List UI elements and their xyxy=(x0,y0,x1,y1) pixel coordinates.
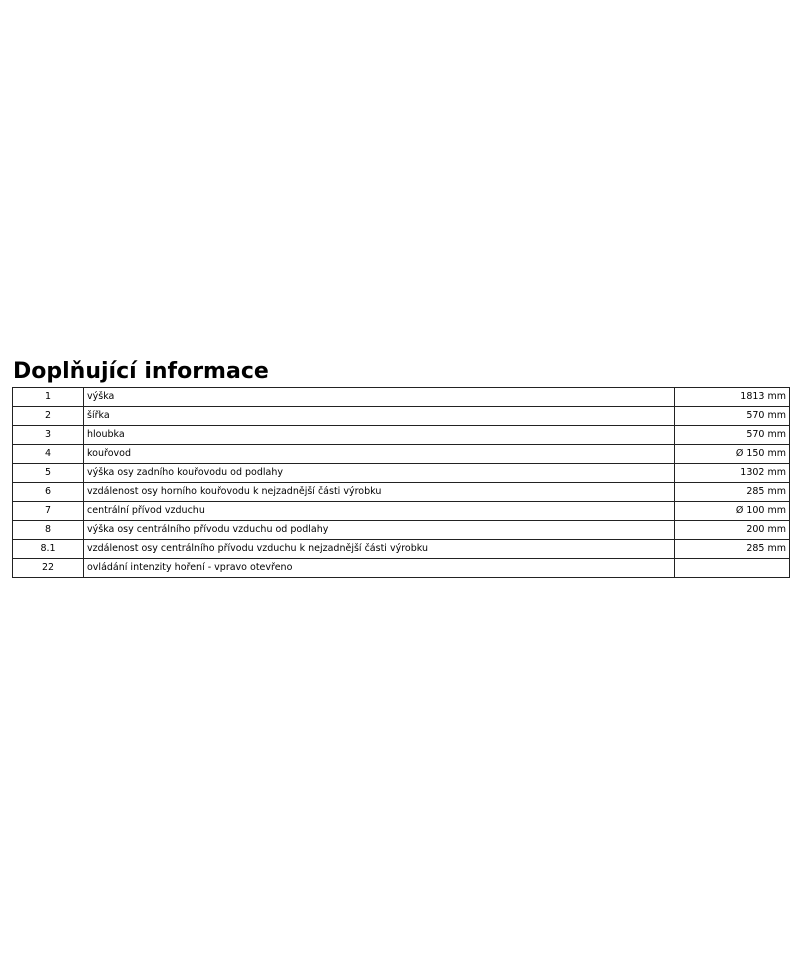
table-row xyxy=(13,502,790,521)
additional-info-section xyxy=(12,359,790,578)
row-value: 570 mm xyxy=(675,426,790,445)
row-description: vzdálenost osy horního kouřovodu k nejzadnější části výrobku xyxy=(84,483,675,502)
info-table xyxy=(12,387,790,578)
table-row xyxy=(13,521,790,540)
row-description: hloubka xyxy=(84,426,675,445)
row-value: 200 mm xyxy=(675,521,790,540)
table-row xyxy=(13,445,790,464)
row-number: 1 xyxy=(13,388,84,407)
section-title: Doplňující informace xyxy=(13,359,269,384)
row-number: 8 xyxy=(13,521,84,540)
row-number: 8.1 xyxy=(13,540,84,559)
row-value: Ø 100 mm xyxy=(675,502,790,521)
row-value: 570 mm xyxy=(675,407,790,426)
row-number: 3 xyxy=(13,426,84,445)
row-value: 285 mm xyxy=(675,540,790,559)
row-value xyxy=(675,559,790,578)
table-row xyxy=(13,426,790,445)
row-number: 2 xyxy=(13,407,84,426)
row-number: 22 xyxy=(13,559,84,578)
table-row xyxy=(13,483,790,502)
row-number: 4 xyxy=(13,445,84,464)
row-description: šířka xyxy=(84,407,675,426)
row-description: vzdálenost osy centrálního přívodu vzduchu k nejzadnější části výrobku xyxy=(84,540,675,559)
row-value: 1302 mm xyxy=(675,464,790,483)
row-number: 5 xyxy=(13,464,84,483)
row-value: Ø 150 mm xyxy=(675,445,790,464)
table-row xyxy=(13,407,790,426)
row-description: výška osy centrálního přívodu vzduchu od podlahy xyxy=(84,521,675,540)
table-row xyxy=(13,559,790,578)
row-number: 7 xyxy=(13,502,84,521)
row-description: kouřovod xyxy=(84,445,675,464)
table-row xyxy=(13,464,790,483)
row-description: výška xyxy=(84,388,675,407)
table-row xyxy=(13,540,790,559)
row-description: centrální přívod vzduchu xyxy=(84,502,675,521)
row-value: 1813 mm xyxy=(675,388,790,407)
table-row xyxy=(13,388,790,407)
row-description: ovládání intenzity hoření - vpravo otevřeno xyxy=(84,559,675,578)
row-number: 6 xyxy=(13,483,84,502)
row-description: výška osy zadního kouřovodu od podlahy xyxy=(84,464,675,483)
row-value: 285 mm xyxy=(675,483,790,502)
